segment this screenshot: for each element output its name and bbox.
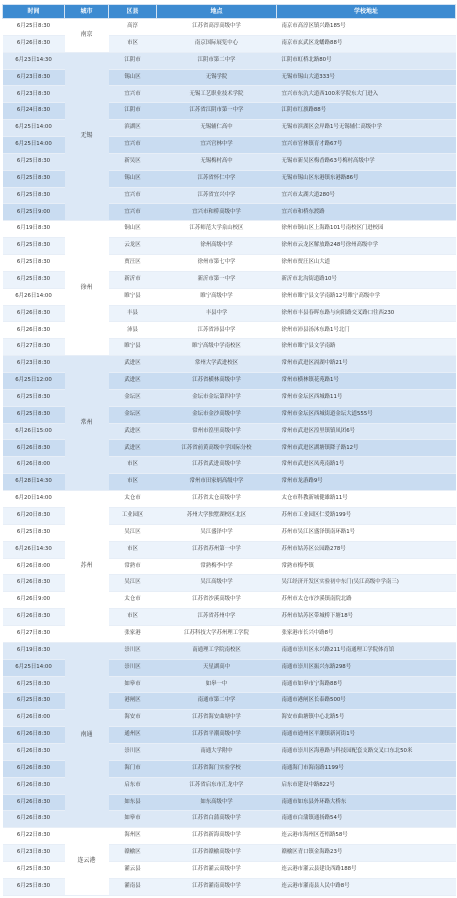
cell-district: 海州区	[109, 828, 157, 845]
cell-site: 睢宁高级中学南校区	[157, 339, 277, 356]
cell-time: 6月23日8:30	[3, 845, 65, 862]
cell-district: 灌南县	[109, 878, 157, 895]
cell-address: 常州市武进区湟里镇镇凤团6号	[277, 423, 456, 440]
cell-time: 6月26日8:30	[3, 743, 65, 760]
cell-address: 常州市金坛区西城路11号	[277, 389, 456, 406]
cell-address: 常熟市梅李镇	[277, 558, 456, 575]
cell-district: 睢宁县	[109, 339, 157, 356]
cell-city: 南通	[65, 642, 109, 827]
cell-time: 6月25日14:00	[3, 120, 65, 137]
cell-address: 启东市建设中路822号	[277, 777, 456, 794]
cell-district: 工业园区	[109, 507, 157, 524]
cell-time: 6月26日8:30	[3, 609, 65, 626]
cell-time: 6月26日15:00	[3, 423, 65, 440]
cell-site: 常州市田家炳高级中学	[157, 474, 277, 491]
cell-city: 常州	[65, 356, 109, 491]
cell-address: 无锡市滨湖区会岸路1号无锡辅仁高级中学	[277, 120, 456, 137]
cell-address: 吴江经济开发区实验初中东门(吴江高级中学南三)	[277, 575, 456, 592]
cell-district: 张家港	[109, 625, 157, 642]
cell-time: 6月25日8:30	[3, 861, 65, 878]
cell-site: 金坛市金坛第四中学	[157, 389, 277, 406]
cell-district: 丰县	[109, 305, 157, 322]
cell-address: 徐州市睢宁县文学南路12号睢宁高级中学	[277, 288, 456, 305]
cell-address: 常州市武进区凤苑南路1号	[277, 457, 456, 474]
cell-address: 常州市横林镇花苑路1号	[277, 373, 456, 390]
cell-time: 6月25日8:30	[3, 170, 65, 187]
cell-district: 武进区	[109, 423, 157, 440]
cell-address: 赣榆区青口镇金海路23号	[277, 845, 456, 862]
cell-time: 6月25日8:30	[3, 676, 65, 693]
cell-time: 6月23日8:30	[3, 69, 65, 86]
cell-site: 金坛市金沙高级中学	[157, 406, 277, 423]
cell-address: 徐州市沛县汤沐东路1号北门	[277, 322, 456, 339]
cell-address: 南通市如皋市宁海路88号	[277, 676, 456, 693]
cell-address: 南京市玄武区龙蟠路88号	[277, 35, 456, 52]
cell-district: 江阴市	[109, 103, 157, 120]
cell-time: 6月26日8:30	[3, 305, 65, 322]
cell-site: 南通市第二中学	[157, 693, 277, 710]
table-row	[3, 19, 456, 36]
cell-district: 吴江区	[109, 575, 157, 592]
cell-site: 宜兴官林中学	[157, 137, 277, 154]
cell-city: 徐州	[65, 221, 109, 356]
cell-site: 苏州大学独墅湖校区北区	[157, 507, 277, 524]
cell-site: 新沂市第一中学	[157, 271, 277, 288]
cell-district: 市区	[109, 541, 157, 558]
cell-district: 太仓市	[109, 592, 157, 609]
cell-site: 吴江盛泽中学	[157, 524, 277, 541]
cell-site: 江苏省赣榆高级中学	[157, 845, 277, 862]
cell-time: 6月26日8:30	[3, 727, 65, 744]
cell-time: 6月25日12:00	[3, 373, 65, 390]
cell-address: 新沂市北沟街道路10号	[277, 271, 456, 288]
cell-time: 6月26日14:00	[3, 288, 65, 305]
cell-address: 徐州市云龙区解放路248号徐州高级中学	[277, 238, 456, 255]
cell-address: 宜兴市东氿大道西100米学院东大门进入	[277, 86, 456, 103]
cell-address: 苏州市吴江区盛泽镇南环路1号	[277, 524, 456, 541]
cell-site: 江苏省苏州第一中学	[157, 541, 277, 558]
cell-site: 南京国际展览中心	[157, 35, 277, 52]
cell-site: 江阴市第二中学	[157, 52, 277, 69]
cell-site: 江苏省平潮高级中学	[157, 727, 277, 744]
cell-site: 江苏省苏州中学	[157, 609, 277, 626]
cell-time: 6月25日8:30	[3, 271, 65, 288]
cell-district: 市区	[109, 457, 157, 474]
cell-time: 6月26日8:30	[3, 322, 65, 339]
cell-time: 6月26日8:30	[3, 760, 65, 777]
cell-time: 6月25日8:30	[3, 255, 65, 272]
cell-address: 常州市武进区湖塘镇降子路12号	[277, 440, 456, 457]
cell-site: 江苏省新海高级中学	[157, 828, 277, 845]
cell-address: 南通市崇川区海蕙路与科技园配套支路交叉口东北50米	[277, 743, 456, 760]
cell-district: 江阴市	[109, 52, 157, 69]
cell-time: 6月26日8:30	[3, 794, 65, 811]
cell-site: 江苏省灌南高级中学	[157, 878, 277, 895]
cell-site: 江苏省高淳高级中学	[157, 19, 277, 36]
exam-schedule-table	[2, 4, 456, 896]
cell-district: 沛县	[109, 322, 157, 339]
cell-district: 新吴区	[109, 153, 157, 170]
cell-site: 徐州市第七中学	[157, 255, 277, 272]
header-city: 城市	[65, 5, 109, 19]
cell-time: 6月22日8:30	[3, 828, 65, 845]
cell-district: 滨湖区	[109, 120, 157, 137]
cell-address: 苏州市工业园区仁爱路199号	[277, 507, 456, 524]
cell-district: 高淳	[109, 19, 157, 36]
cell-district: 市区	[109, 474, 157, 491]
cell-site: 江苏省江阴市第一中学	[157, 103, 277, 120]
cell-site: 江苏省白蒲高级中学	[157, 811, 277, 828]
cell-time: 6月27日8:30	[3, 339, 65, 356]
cell-address: 南通市港闸区长泰路500号	[277, 693, 456, 710]
cell-site: 南通大学附中	[157, 743, 277, 760]
cell-site: 如东高级中学	[157, 794, 277, 811]
cell-district: 市区	[109, 35, 157, 52]
table-body	[3, 19, 456, 896]
cell-time: 6月20日14:00	[3, 491, 65, 508]
cell-address: 连云港市海州区苍梧路58号	[277, 828, 456, 845]
cell-district: 金坛区	[109, 406, 157, 423]
cell-address: 南京市高淳区镇兴路185号	[277, 19, 456, 36]
cell-site: 江苏省太仓高级中学	[157, 491, 277, 508]
cell-city: 连云港	[65, 828, 109, 896]
cell-address: 南通市崇川区振兴东路298号	[277, 659, 456, 676]
cell-district: 贾汪区	[109, 255, 157, 272]
cell-site: 徐州高级中学	[157, 238, 277, 255]
cell-address: 苏州市姑苏区带城桥下塘18号	[277, 609, 456, 626]
cell-district: 武进区	[109, 356, 157, 373]
cell-site: 江苏省灌云高级中学	[157, 861, 277, 878]
cell-district: 如东县	[109, 794, 157, 811]
cell-time: 6月26日8:30	[3, 35, 65, 52]
cell-time: 6月25日8:30	[3, 878, 65, 895]
cell-site: 睢宁高级中学	[157, 288, 277, 305]
cell-district: 通州区	[109, 727, 157, 744]
cell-time: 6月25日14:00	[3, 659, 65, 676]
exam-schedule-table-container	[2, 4, 455, 896]
cell-site: 江苏省怀仁中学	[157, 170, 277, 187]
cell-time: 6月23日14:30	[3, 52, 65, 69]
cell-time: 6月25日8:30	[3, 238, 65, 255]
cell-time: 6月26日8:00	[3, 558, 65, 575]
cell-site: 无锡学院	[157, 69, 277, 86]
cell-site: 江苏省宜兴中学	[157, 187, 277, 204]
cell-address: 宜兴市太湖大道280号	[277, 187, 456, 204]
cell-time: 6月25日14:00	[3, 137, 65, 154]
cell-city: 南京	[65, 19, 109, 53]
cell-time: 6月26日9:00	[3, 592, 65, 609]
cell-address: 海安市曲塘镇中心北路5号	[277, 710, 456, 727]
cell-address: 常州市武进区滆湖中路21号	[277, 356, 456, 373]
cell-time: 6月26日8:00	[3, 710, 65, 727]
cell-time: 6月23日8:30	[3, 86, 65, 103]
table-row	[3, 356, 456, 373]
cell-site: 天星湖高中	[157, 659, 277, 676]
cell-district: 太仓市	[109, 491, 157, 508]
cell-site: 江苏师范大学泉山校区	[157, 221, 277, 238]
cell-time: 6月27日8:30	[3, 625, 65, 642]
cell-district: 灌云县	[109, 861, 157, 878]
cell-district: 如皋市	[109, 676, 157, 693]
cell-site: 无锡梅村高中	[157, 153, 277, 170]
cell-address: 南通市通州区平潮镇新河街1号	[277, 727, 456, 744]
cell-time: 6月25日8:30	[3, 153, 65, 170]
cell-district: 赣榆区	[109, 845, 157, 862]
table-row	[3, 491, 456, 508]
cell-time: 6月25日8:30	[3, 406, 65, 423]
cell-time: 6月26日8:00	[3, 457, 65, 474]
cell-time: 6月25日8:30	[3, 524, 65, 541]
cell-time: 6月25日8:30	[3, 19, 65, 36]
cell-district: 铜山区	[109, 221, 157, 238]
cell-site: 南通理工学院南校区	[157, 642, 277, 659]
cell-district: 海安市	[109, 710, 157, 727]
cell-time: 6月20日8:30	[3, 507, 65, 524]
cell-district: 宜兴市	[109, 187, 157, 204]
cell-site: 江苏省沙溪高级中学	[157, 592, 277, 609]
cell-site: 常熟梅李中学	[157, 558, 277, 575]
cell-address: 宜兴市官林镇育才路67号	[277, 137, 456, 154]
cell-time: 6月19日8:30	[3, 642, 65, 659]
cell-district: 港闸区	[109, 693, 157, 710]
cell-district: 市区	[109, 609, 157, 626]
cell-site: 无锡辅仁高中	[157, 120, 277, 137]
cell-time: 6月25日8:30	[3, 693, 65, 710]
cell-site: 江苏省海安曲塘中学	[157, 710, 277, 727]
cell-site: 无锡工艺职业技术学院	[157, 86, 277, 103]
cell-district: 武进区	[109, 440, 157, 457]
table-row	[3, 828, 456, 845]
cell-district: 崇川区	[109, 659, 157, 676]
header-time: 时间	[3, 5, 65, 19]
header-site: 地点	[157, 5, 277, 19]
cell-site: 江苏省启东市汇龙中学	[157, 777, 277, 794]
table-row	[3, 52, 456, 69]
cell-district: 宜兴市	[109, 204, 157, 221]
cell-city: 苏州	[65, 491, 109, 643]
cell-district: 宜兴市	[109, 86, 157, 103]
cell-address: 南通市白蒲镇通扬路54号	[277, 811, 456, 828]
cell-district: 武进区	[109, 373, 157, 390]
cell-district: 睢宁县	[109, 288, 157, 305]
cell-site: 江苏省沛县中学	[157, 322, 277, 339]
cell-district: 锡山区	[109, 69, 157, 86]
cell-address: 无锡市锡山大道333号	[277, 69, 456, 86]
table-row	[3, 221, 456, 238]
cell-district: 崇川区	[109, 642, 157, 659]
cell-district: 启东市	[109, 777, 157, 794]
cell-district: 锡山区	[109, 170, 157, 187]
cell-address: 张家港市长兴中路8号	[277, 625, 456, 642]
cell-time: 6月28日14:30	[3, 474, 65, 491]
cell-district: 海门市	[109, 760, 157, 777]
cell-district: 新沂市	[109, 271, 157, 288]
cell-site: 江苏省武进高级中学	[157, 457, 277, 474]
cell-time: 6月19日8:30	[3, 221, 65, 238]
cell-district: 吴江区	[109, 524, 157, 541]
cell-address: 常州市金坛区西城街道金坛大道555号	[277, 406, 456, 423]
cell-district: 云龙区	[109, 238, 157, 255]
cell-district: 常熟市	[109, 558, 157, 575]
cell-address: 徐州市丰县春晖东路与向阳路交叉路口往西230	[277, 305, 456, 322]
header-district: 区县	[109, 5, 157, 19]
cell-address: 常州市龙游路9号	[277, 474, 456, 491]
cell-address: 南通市如东县外环路大桥东	[277, 794, 456, 811]
cell-address: 徐州市铜山区上海路101号南校区门进校园	[277, 221, 456, 238]
cell-district: 崇川区	[109, 743, 157, 760]
cell-time: 6月24日8:30	[3, 103, 65, 120]
cell-address: 苏州市太仓市沙溪镇南院北路	[277, 592, 456, 609]
header-row	[3, 5, 456, 19]
cell-time: 6月26日8:30	[3, 811, 65, 828]
cell-address: 徐州市睢宁县文学南路	[277, 339, 456, 356]
cell-district: 金坛区	[109, 389, 157, 406]
cell-address: 无锡市新吴区梅香路63号梅村高级中学	[277, 153, 456, 170]
cell-address: 江阴市红旗路88号	[277, 103, 456, 120]
cell-site: 江苏科技大学苏州理工学院	[157, 625, 277, 642]
cell-address: 连云港市灌云县建设西路188号	[277, 861, 456, 878]
cell-site: 江苏省海门实验学校	[157, 760, 277, 777]
cell-site: 江苏省横林高级中学	[157, 373, 277, 390]
cell-site: 江苏省前黄高级中学国际分校	[157, 440, 277, 457]
cell-city: 无锡	[65, 52, 109, 221]
cell-address: 宜兴市和桥东渡路	[277, 204, 456, 221]
cell-site: 吴江高级中学	[157, 575, 277, 592]
cell-district: 如皋市	[109, 811, 157, 828]
cell-time: 6月26日8:30	[3, 440, 65, 457]
cell-time: 6月25日9:00	[3, 204, 65, 221]
cell-site: 常州大学武进校区	[157, 356, 277, 373]
cell-address: 连云港市灌南县人民中路8号	[277, 878, 456, 895]
table-row	[3, 642, 456, 659]
cell-address: 南通海门市海南路1199号	[277, 760, 456, 777]
cell-address: 无锡市锡山区东港镇东港路86号	[277, 170, 456, 187]
cell-district: 宜兴市	[109, 137, 157, 154]
cell-time: 6月23日8:30	[3, 356, 65, 373]
header-address: 学校地址	[277, 5, 456, 19]
cell-address: 江阴市虹桥北路80号	[277, 52, 456, 69]
cell-time: 6月26日8:30	[3, 777, 65, 794]
cell-site: 常州市湟里高级中学	[157, 423, 277, 440]
cell-time: 6月25日8:30	[3, 187, 65, 204]
cell-site: 如皋一中	[157, 676, 277, 693]
cell-time: 6月26日8:30	[3, 575, 65, 592]
cell-address: 南通市崇川区永兴路211号南通理工学院体育馆	[277, 642, 456, 659]
cell-address: 太仓市科教新城健雄路11号	[277, 491, 456, 508]
cell-site: 宜兴市和桥高级中学	[157, 204, 277, 221]
cell-site: 丰县中学	[157, 305, 277, 322]
cell-time: 6月25日8:30	[3, 389, 65, 406]
cell-address: 苏州市姑苏区公园路278号	[277, 541, 456, 558]
cell-address: 徐州市贾汪区山大道	[277, 255, 456, 272]
cell-time: 6月26日14:30	[3, 541, 65, 558]
